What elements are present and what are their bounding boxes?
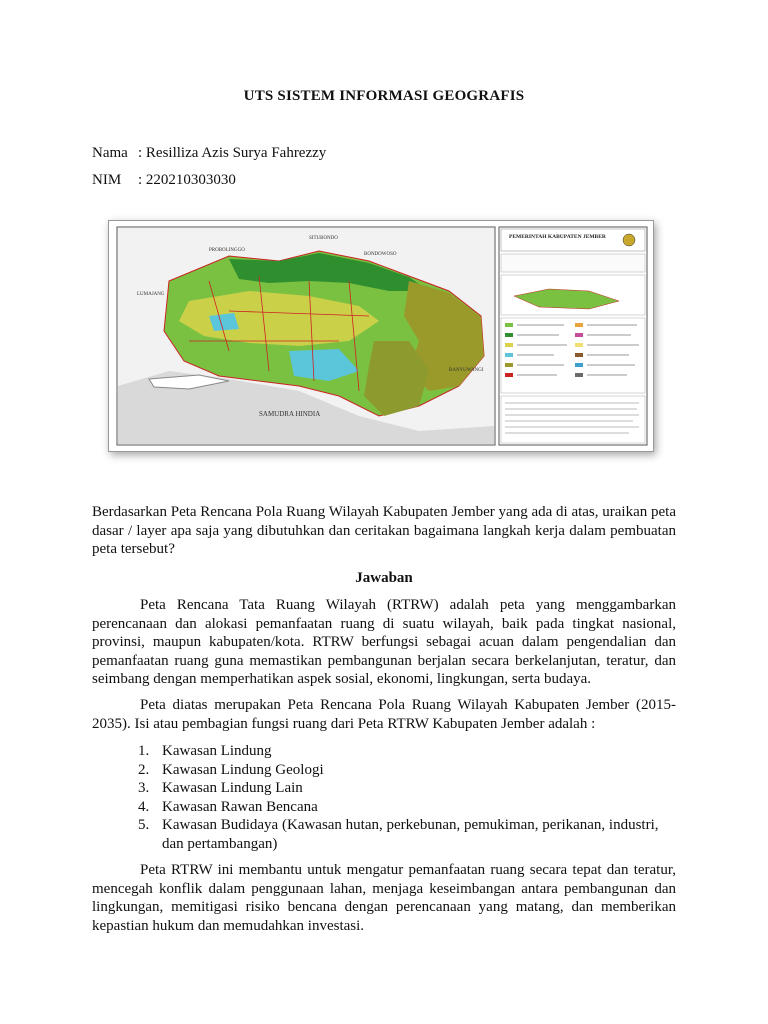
map-header: PEMERINTAH KABUPATEN JEMBER (509, 234, 606, 240)
sea-label: SAMUDRA HINDIA (259, 410, 321, 418)
list-item: 1. Kawasan Lindung (138, 743, 272, 759)
nim-label: NIM (92, 172, 122, 188)
emblem-icon (623, 234, 635, 246)
place-probolinggo: PROBOLINGGO (209, 248, 245, 253)
place-situbondo: SITUBONDO (309, 236, 338, 241)
document-title: UTS SISTEM INFORMASI GEOGRAFIS (243, 88, 525, 104)
list-item: 4. Kawasan Rawan Bencana (138, 798, 318, 815)
list-item: 3. Kawasan Lindung Lain (138, 780, 303, 796)
paragraph-1: Peta Rencana Tata Ruang Wilayah (RTRW) adalah peta yang menggambarkan perencanaan dan alokasi pemanfaatan ruang di suatu wilayah, baik pada tingkat nasional, provinsi, maupun kabupaten/kota. RTRW berfungsi sebagai acuan dalam pengendalian dan pemanfaatan ruang guna memastikan pembangunan berjalan secara berkelanjutan, teratur, dan seimbang dengan memperhatikan aspek sosial, ekonomi, lingkungan, serta budaya. (92, 597, 676, 687)
name-field (92, 145, 326, 162)
rtrw-map-image (108, 220, 654, 452)
list-item: 5. Kawasan Budidaya (Kawasan hutan, perkebunan, pemukiman, perikanan, industri, dan pertambangan) (138, 817, 659, 852)
name-label: Nama (92, 145, 128, 161)
answer-heading: Jawaban (355, 570, 413, 586)
question-text: Berdasarkan Peta Rencana Pola Ruang Wilayah Kabupaten Jember yang ada di atas, uraikan peta dasar / layer apa saja yang dibutuhkan dan ceritakan bagaimana langkah kerja dalam pembuatan peta tersebut? (92, 504, 676, 557)
nim-field (92, 172, 236, 189)
paragraph-2: Peta diatas merupakan Peta Rencana Pola Ruang Wilayah Kabupaten Jember (2015-2035). Isi atau pembagian fungsi ruang dari Peta RTRW Kabupaten Jember adalah : (92, 697, 676, 732)
ruang-function-list (92, 742, 676, 853)
place-banyuwangi: BANYUWANGI (449, 368, 484, 373)
nim-value: : 220210303030 (138, 172, 236, 188)
place-bondowoso: BONDOWOSO (364, 252, 397, 257)
name-value: : Resilliza Azis Surya Fahrezzy (138, 145, 327, 161)
place-lumajang: LUMAJANG (137, 292, 165, 297)
paragraph-3: Peta RTRW ini membantu untuk mengatur pemanfaatan ruang secara tepat dan teratur, mencegah konflik dalam penggunaan lahan, menjaga keseimbangan antara pembangunan dan lingkungan, memitigasi risiko bencana dengan perencanaan yang matang, dan memberikan kepastian hukum dan memudahkan investasi. (92, 862, 676, 934)
map-figure (109, 221, 653, 451)
list-item: 2. Kawasan Lindung Geologi (138, 761, 324, 778)
